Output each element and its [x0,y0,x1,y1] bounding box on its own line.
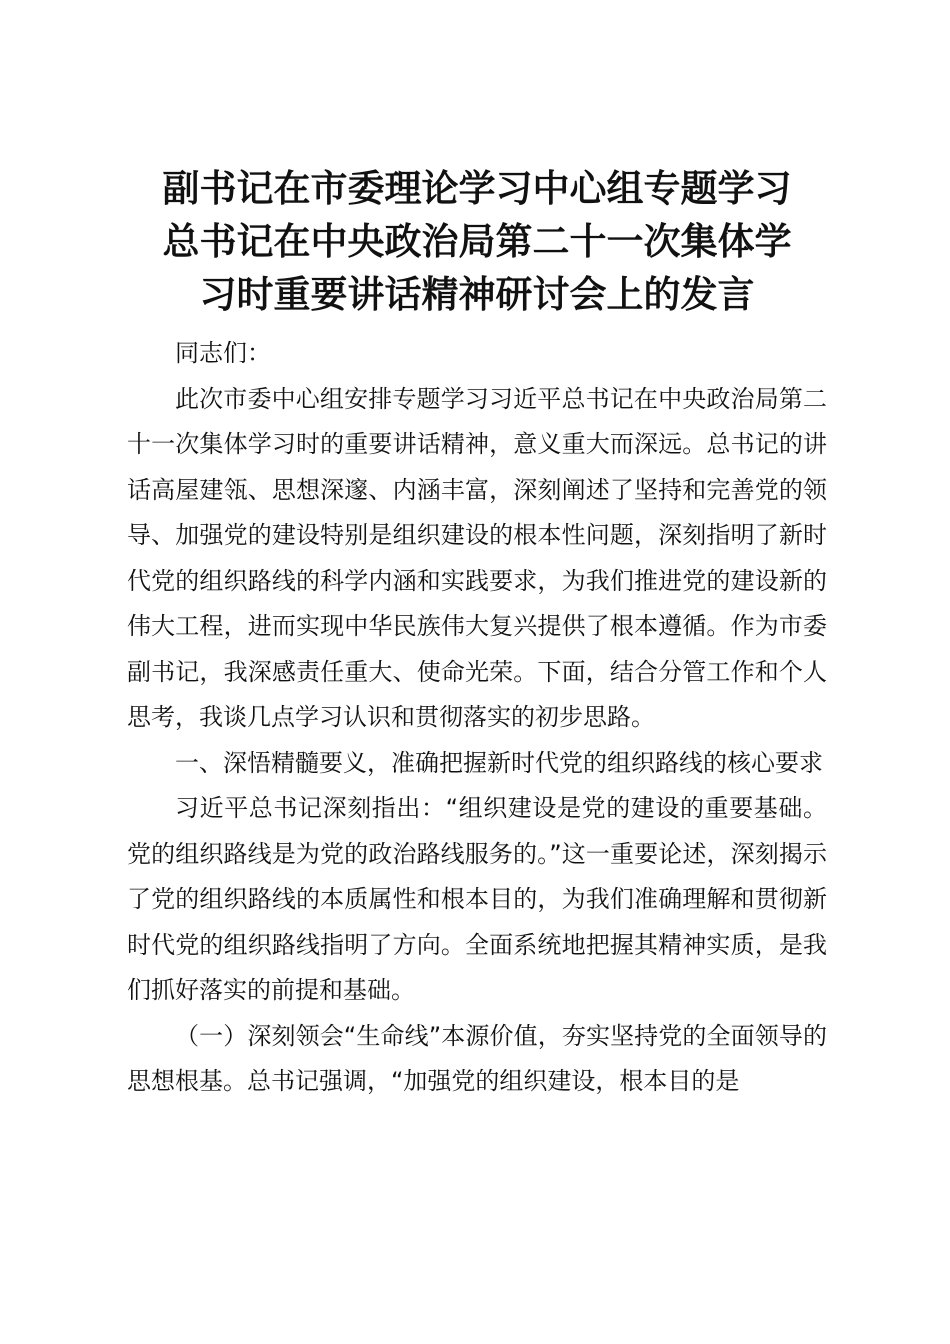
title-line-2: 总书记在中央政治局第二十一次集体学 [162,220,792,263]
subsection-1-1: （一）深刻领会“生命线”本源价值，夯实坚持党的全面领导的思想根基。总书记强调，“加强党的组织建设，根本目的是 [127,1021,827,1095]
paragraph-intro: 此次市委中心组安排专题学习习近平总书记在中央政治局第二十一次集体学习时的重要讲话精神，意义重大而深远。总书记的讲话高屋建瓴、思想深邃、内涵丰富，深刻阐述了坚持和完善党的领导、加强党的建设特别是组织建设的根本性问题，深刻指明了新时代党的组织路线的科学内涵和实践要求，为我们推进党的建设新的伟大工程，进而实现中华民族伟大复兴提供了根本遵循。作为市委副书记，我深感责任重大、使命光荣。下面，结合分管工作和个人思考，我谈几点学习认识和贯彻落实的初步思路。 [127,384,827,731]
section-heading-1: 一、深悟精髓要义，准确把握新时代党的组织路线的核心要求 [175,748,823,777]
paragraph-section-1: 习近平总书记深刻指出：“组织建设是党的建设的重要基础。党的组织路线是为党的政治路线服务的。”这一重要论述，深刻揭示了党的组织路线的本质属性和根本目的，为我们准确理解和贯彻新时代党的组织路线指明了方向。全面系统地把握其精神实质，是我们抓好落实的前提和基础。 [127,794,827,1004]
document-title [127,162,827,321]
title-line-3: 习时重要讲话精神研讨会上的发言 [199,273,755,316]
title-line-1: 副书记在市委理论学习中心组专题学习 [162,167,792,210]
salutation: 同志们： [175,339,271,367]
document-content [127,162,827,1105]
